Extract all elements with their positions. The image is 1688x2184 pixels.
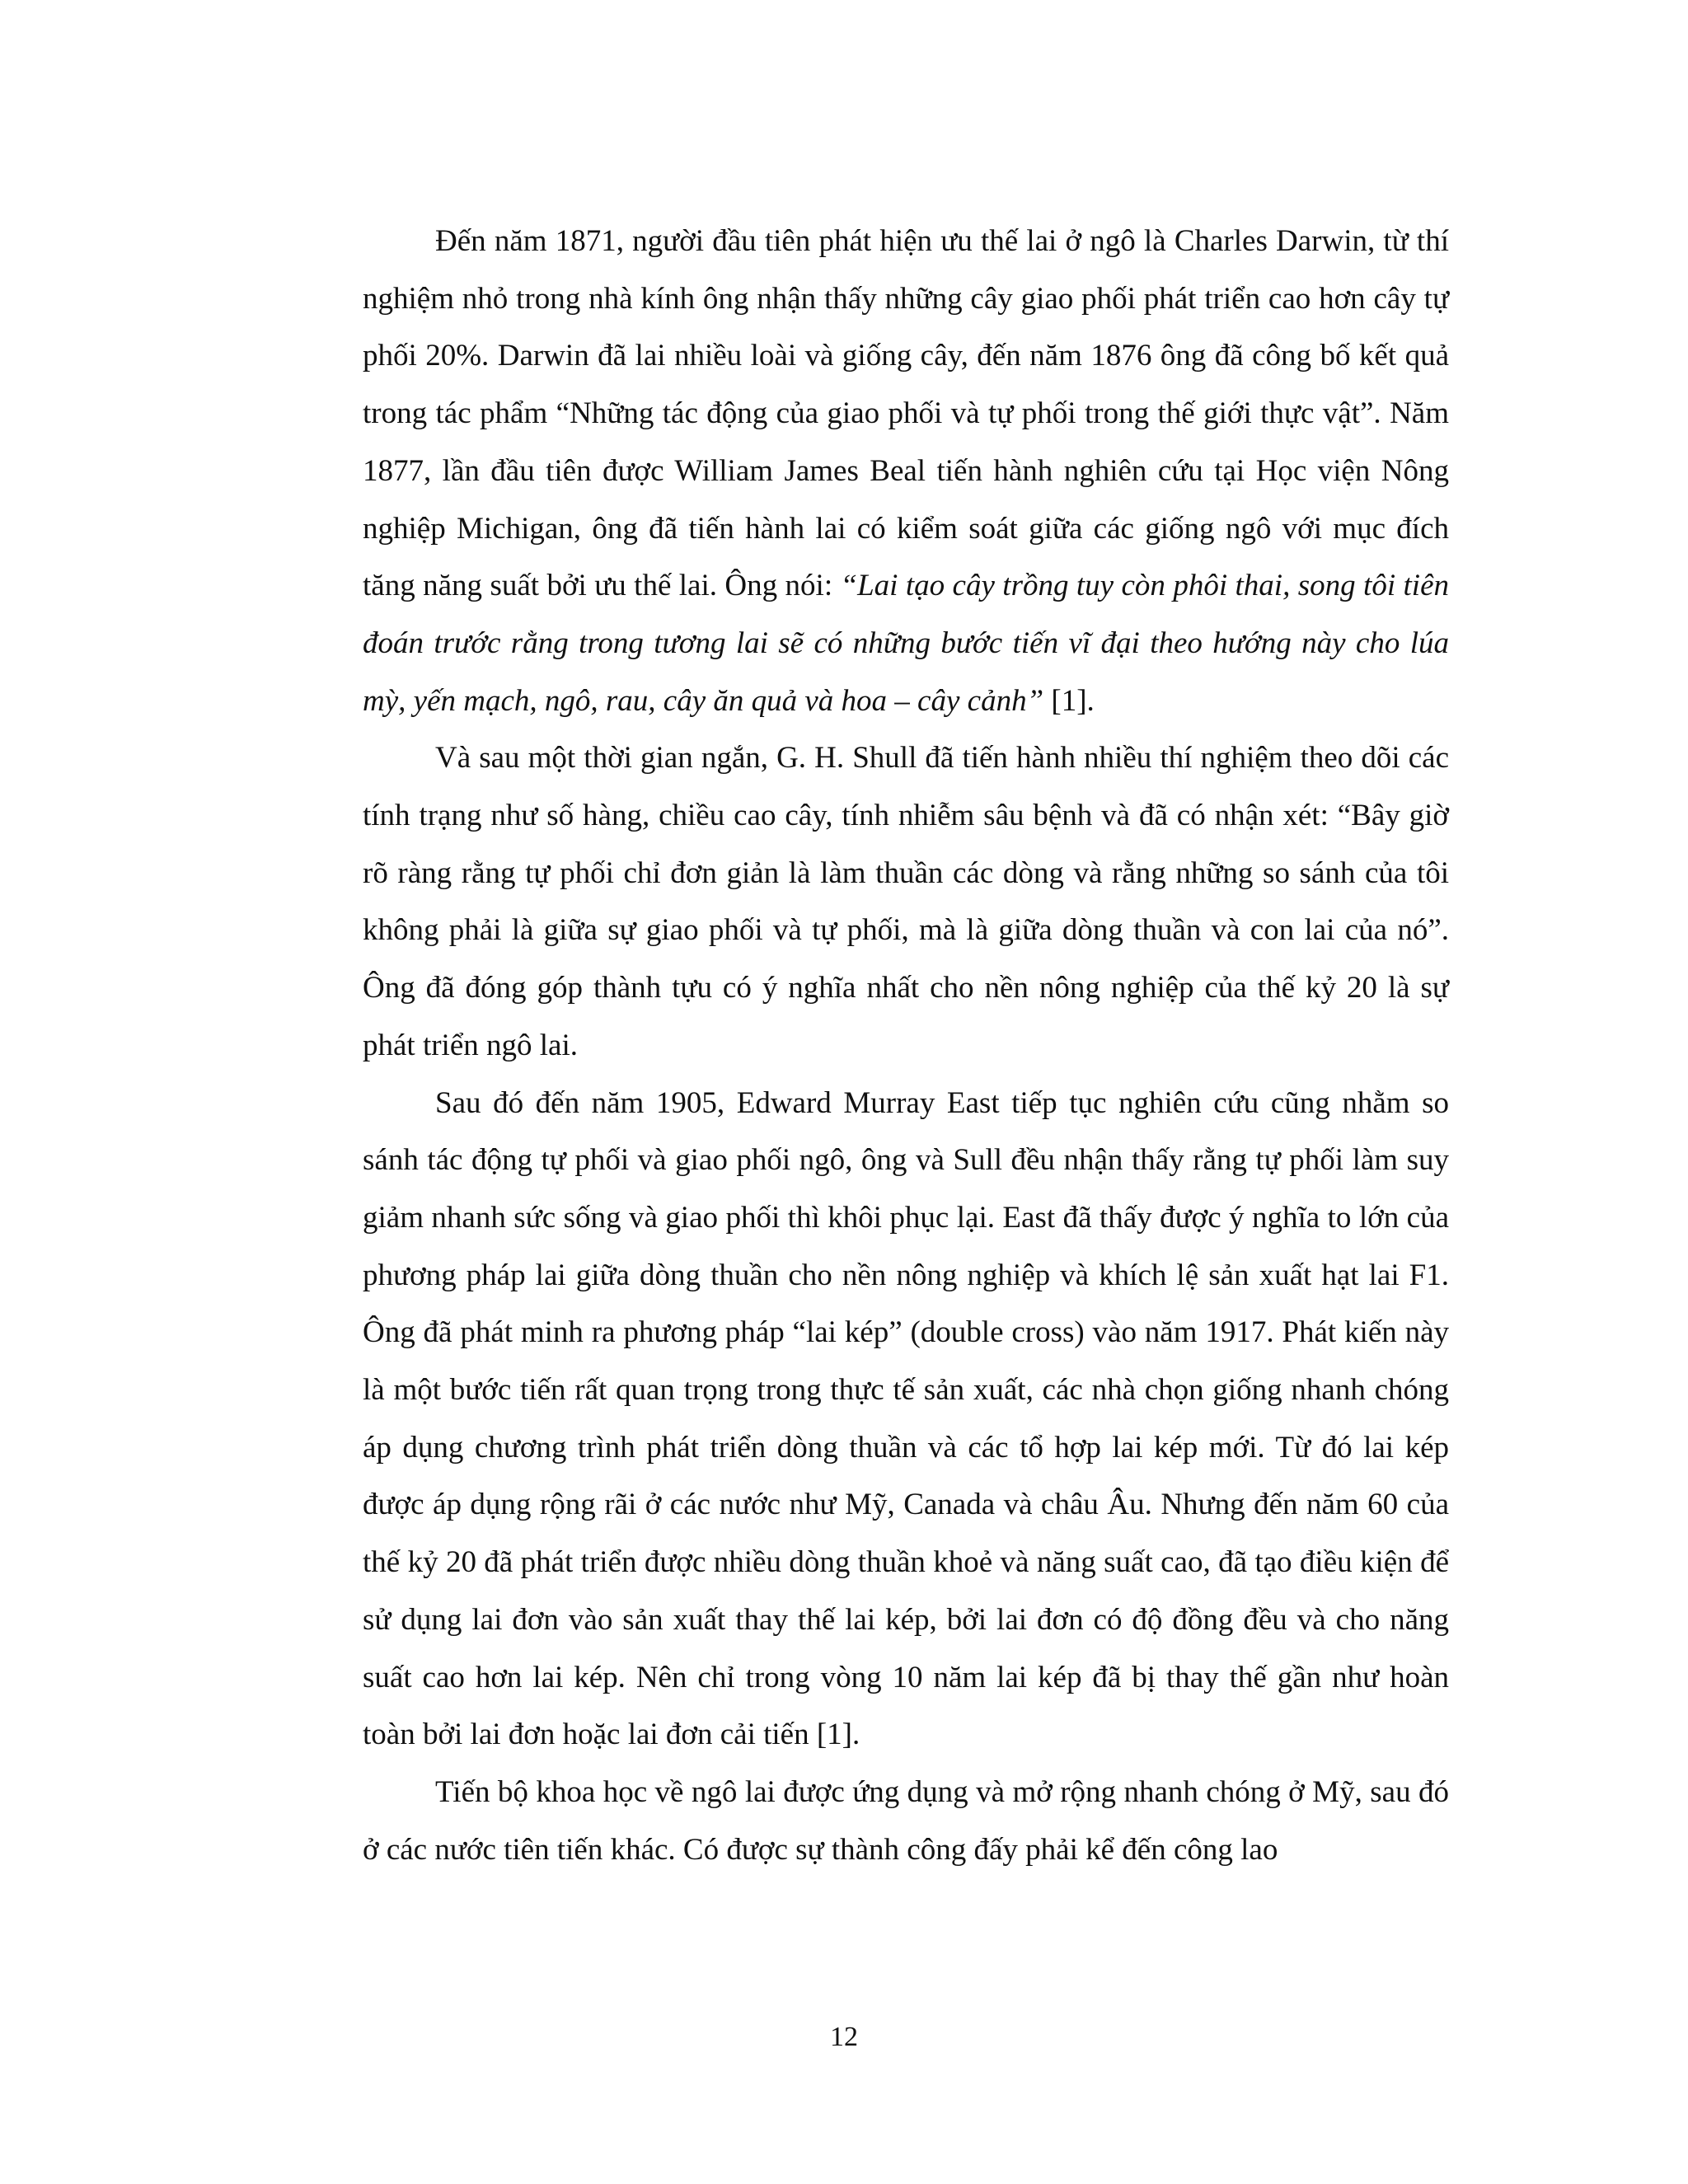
document-body xyxy=(363,213,1449,1878)
paragraph-shull: Và sau một thời gian ngắn, G. H. Shull đã tiến hành nhiều thí nghiệm theo dõi các tính trạng như số hàng, chiều cao cây, tính nhiễm sâu bệnh và đã có nhận xét: “Bây giờ rõ ràng rằng tự phối chỉ đơn giản là làm thuần các dòng và rằng những so sánh của tôi không phải là giữa sự giao phối và tự phối, mà là giữa dòng thuần và con lai của nó”. Ông đã đóng góp thành tựu có ý nghĩa nhất cho nền nông nghiệp của thế kỷ 20 là sự phát triển ngô lai. xyxy=(363,741,1449,1062)
paragraph-text: Đến năm 1871, người đầu tiên phát hiện ưu thế lai ở ngô là Charles Darwin, từ thí nghiệm nhỏ trong nhà kính ông nhận thấy những cây giao phối phát triển cao hơn cây tự phối 20%. Darwin đã lai nhiều loài và giống cây, đến năm 1876 ông đã công bố kết quả trong tác phẩm “Những tác động của giao phối và tự phối trong thế giới thực vật”. Năm 1877, lần đầu tiên được William James Beal tiến hành nghiên cứu tại Học viện Nông nghiệp Michigan, ông đã tiến hành lai có kiểm soát giữa các giống ngô với mục đích tăng năng suất bởi ưu thế lai. Ông nói: xyxy=(363,224,1449,603)
beal-quote: “Lai tạo cây trồng tuy còn phôi thai, song tôi tiên đoán trước rằng trong tương lai sẽ có những bước tiến vĩ đại theo hướng này cho lúa mỳ, yến mạch, ngô, rau, cây ăn quả và hoa – cây cảnh” xyxy=(363,569,1449,718)
paragraph-darwin-beal xyxy=(363,213,1449,729)
page-number: 12 xyxy=(830,2022,858,2052)
paragraph-progress: Tiến bộ khoa học về ngô lai được ứng dụng và mở rộng nhanh chóng ở Mỹ, sau đó ở các nước tiên tiến khác. Có được sự thành công đấy phải kể đến công lao xyxy=(363,1774,1449,1867)
paragraph-east: Sau đó đến năm 1905, Edward Murray East tiếp tục nghiên cứu cũng nhằm so sánh tác động tự phối và giao phối ngô, ông và Sull đều nhận thấy rằng tự phối làm suy giảm nhanh sức sống và giao phối thì khôi phục lại. East đã thấy được ý nghĩa to lớn của phương pháp lai giữa dòng thuần cho nền nông nghiệp và khích lệ sản xuất hạt lai F1. Ông đã phát minh ra phương pháp “lai kép” (double cross) vào năm 1917. Phát kiến này là một bước tiến rất quan trọng trong thực tế sản xuất, các nhà chọn giống nhanh chóng áp dụng chương trình phát triển dòng thuần và các tổ hợp lai kép mới. Từ đó lai kép được áp dụng rộng rãi ở các nước như Mỹ, Canada và châu Âu. Nhưng đến năm 60 của thế kỷ 20 đã phát triển được nhiều dòng thuần khoẻ và năng suất cao, đã tạo điều kiện để sử dụng lai đơn vào sản xuất thay thế lai kép, bởi lai đơn có độ đồng đều và cho năng suất cao hơn lai kép. Nên chỉ trong vòng 10 năm lai kép đã bị thay thế gần như hoàn toàn bởi lai đơn hoặc lai đơn cải tiến [1]. xyxy=(363,1085,1449,1752)
citation: [1]. xyxy=(1043,683,1095,718)
